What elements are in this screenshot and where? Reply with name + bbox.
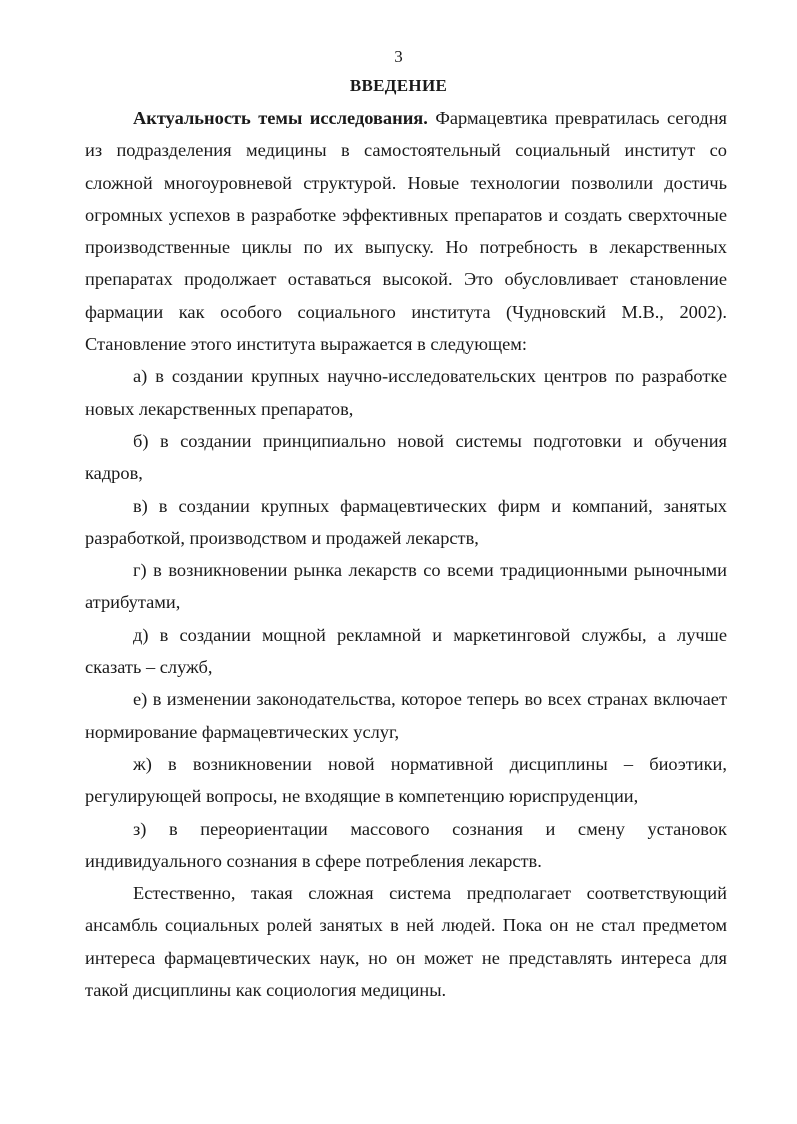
intro-paragraph [85, 102, 727, 360]
intro-lead: Актуальность темы исследования. [133, 108, 428, 128]
list-item-b: б) в создании принципиально новой системы подготовки и обучения кадров, [85, 430, 727, 484]
list-item-c: в) в создании крупных фармацевтических фирм и компаний, занятых разработкой, производством и продажей лекарств, [85, 495, 727, 548]
page-number: 3 [394, 47, 403, 66]
list-item-a: а) в создании крупных научно-исследовательских центров по разработке новых лекарственных препаратов, [85, 366, 727, 419]
body-text [85, 102, 727, 1006]
section-heading: ВВЕДЕНИЕ [349, 76, 448, 95]
list-item-g: ж) в возникновении новой нормативной дисциплины – биоэтики, регулирующей вопросы, не входящие в компетенцию юриспруденции, [85, 753, 727, 807]
list-item-e: д) в создании мощной рекламной и маркетинговой службы, а лучше сказать – служб, [85, 624, 727, 678]
list-item-h: з) в переориентации массового сознания и смену установок индивидуального сознания в сфере потребления лекарств. [85, 818, 727, 871]
list-item-d: г) в возникновении рынка лекарств со всеми традиционными рыночными атрибутами, [85, 560, 727, 613]
conclusion-paragraph: Естественно, такая сложная система предполагает соответствующий ансамбль социальных ролей занятых в ней людей. Пока он не стал предметом интереса фармацевтических наук, но он может не представлять интереса для такой дисциплины как социология медицины. [85, 883, 727, 1001]
intro-text: Фармацевтика превратилась сегодня из подразделения медицины в самостоятельный социальный институт со сложной многоуровневой структурой. Новые технологии позволили достичь огромных успехов в разработке эффективных препаратов и создать сверхточные производственные циклы по их выпуску. Но потребность в лекарственных препаратах продолжает оставаться высокой. Это обусловливает становление фармации как особого социального института (Чудновский М.В., 2002). Становление этого института выражается в следующем: [85, 108, 728, 355]
list-item-f: е) в изменении законодательства, которое теперь во всех странах включает нормирование фармацевтических услуг, [85, 689, 727, 742]
